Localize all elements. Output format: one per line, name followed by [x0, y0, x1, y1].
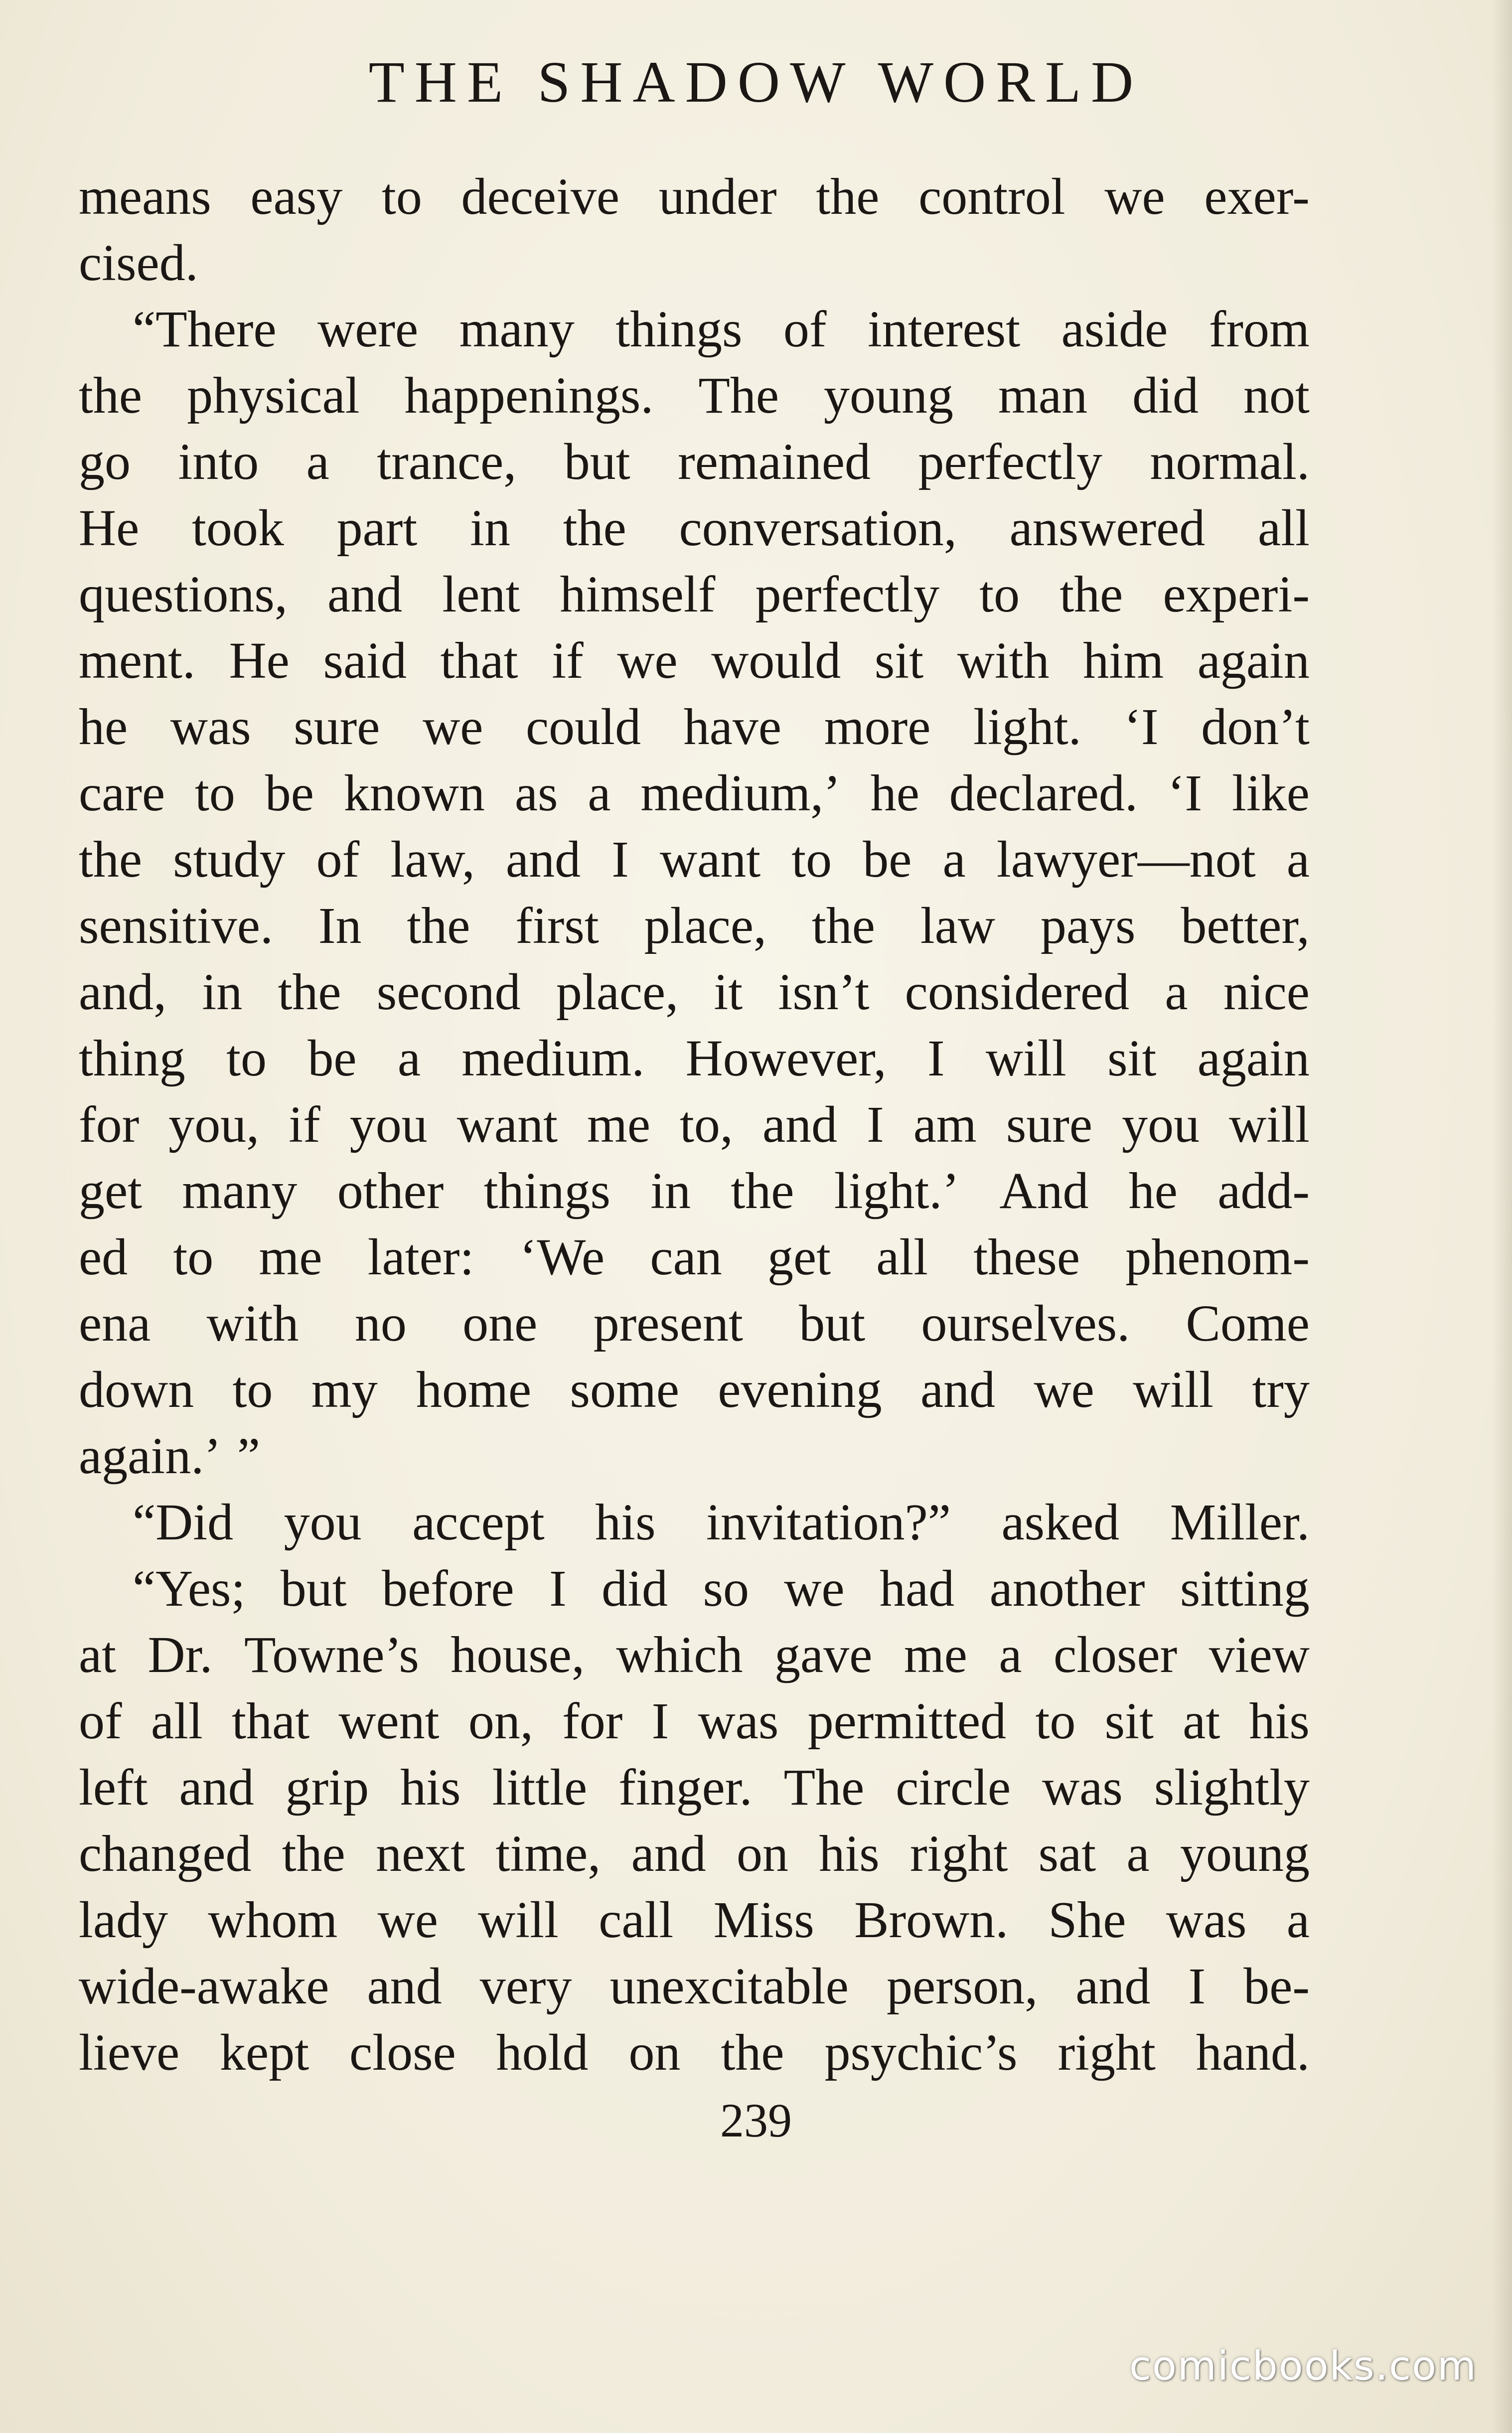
word: be — [307, 1030, 357, 1087]
word: these — [973, 1228, 1080, 1286]
text-line — [79, 2019, 1310, 2086]
word: more — [824, 698, 931, 756]
word: exer- — [1204, 168, 1310, 225]
word: on — [737, 1825, 789, 1882]
word: and — [1075, 1958, 1151, 2015]
word: to — [195, 764, 235, 822]
word: ‘I — [1167, 764, 1203, 822]
word: hold — [496, 2024, 589, 2081]
word: light. — [973, 698, 1081, 756]
word: as — [514, 764, 558, 822]
word: I — [867, 1096, 884, 1153]
word: and — [367, 1958, 442, 2015]
word: am — [913, 1096, 977, 1153]
word: house, — [451, 1626, 585, 1683]
word: were — [317, 301, 419, 358]
word: study — [173, 831, 286, 888]
text-line — [79, 1423, 1310, 1489]
word: was — [1042, 1759, 1123, 1816]
text-line — [79, 1622, 1310, 1688]
word: can — [650, 1228, 722, 1286]
word: in — [202, 963, 243, 1021]
word: lady — [79, 1891, 168, 1949]
word: he — [79, 698, 128, 756]
word: to — [791, 831, 832, 888]
word: try — [1252, 1361, 1310, 1418]
word: no — [354, 1295, 407, 1352]
word: experi- — [1163, 566, 1310, 623]
word: ed — [79, 1228, 128, 1286]
word: you, — [168, 1096, 260, 1153]
word: law — [920, 897, 995, 954]
word: ment. — [79, 632, 195, 689]
word: his — [819, 1825, 880, 1882]
word: I — [1188, 1958, 1206, 2015]
text-line — [79, 1821, 1310, 1887]
word: I — [549, 1560, 567, 1617]
word: all — [1258, 499, 1310, 557]
word: went — [338, 1692, 440, 1750]
word: left — [79, 1759, 148, 1816]
text-line — [79, 1158, 1310, 1224]
word: sit — [1104, 1692, 1154, 1750]
word: you — [349, 1096, 428, 1153]
word: and — [920, 1361, 996, 1418]
word: we — [1104, 168, 1165, 225]
word: like — [1231, 764, 1310, 822]
word: we — [423, 698, 483, 756]
word: again — [1197, 632, 1310, 689]
word: a — [397, 1030, 421, 1087]
word: He — [229, 632, 290, 689]
word: ” — [237, 1427, 261, 1485]
word: ourselves. — [921, 1295, 1130, 1352]
word: that — [440, 632, 518, 689]
word: want — [456, 1096, 558, 1153]
word: However, — [685, 1030, 887, 1087]
text-line — [79, 1555, 1310, 1622]
word: a — [942, 831, 966, 888]
word: considered — [905, 963, 1130, 1021]
word: sit — [1107, 1030, 1157, 1087]
word: the — [731, 1162, 794, 1219]
word: wide-awake — [79, 1958, 329, 2015]
word: want — [659, 831, 761, 888]
word: had — [880, 1560, 955, 1617]
word: home — [416, 1361, 532, 1418]
word: my — [311, 1361, 378, 1418]
word: cised. — [79, 234, 198, 292]
word: grip — [285, 1759, 369, 1816]
word: “Yes; — [133, 1560, 246, 1617]
word: was — [698, 1692, 779, 1750]
word: part — [336, 499, 418, 557]
word: he — [1128, 1162, 1178, 1219]
text-line — [79, 1357, 1310, 1423]
word: but — [799, 1295, 866, 1352]
word: the — [282, 1825, 345, 1882]
word: the — [1059, 566, 1123, 623]
word: law, — [390, 831, 475, 888]
word: in — [650, 1162, 691, 1219]
word: ‘We — [519, 1228, 605, 1286]
word: the — [721, 2024, 784, 2081]
page-number: 239 — [720, 2094, 792, 2147]
word: right — [909, 1825, 1008, 1882]
word: second — [376, 963, 521, 1021]
word: phenom- — [1125, 1228, 1310, 1286]
text-line — [79, 1887, 1310, 1953]
word: aside — [1061, 301, 1168, 358]
word: He — [79, 499, 140, 557]
word: will — [1229, 1096, 1310, 1153]
word: invitation?” — [706, 1494, 951, 1551]
word: we — [617, 632, 678, 689]
word: to — [173, 1228, 214, 1286]
page-edge-shadow — [1492, 0, 1512, 2433]
word: to — [381, 168, 422, 225]
word: many — [182, 1162, 298, 1219]
word: with — [957, 632, 1050, 689]
word: before — [382, 1560, 514, 1617]
word: him — [1083, 632, 1164, 689]
word: known — [343, 764, 485, 822]
word: with — [206, 1295, 299, 1352]
word: of — [783, 301, 827, 358]
word: will — [985, 1030, 1066, 1087]
word: and — [327, 566, 403, 623]
word: control — [918, 168, 1065, 225]
word: on, — [468, 1692, 533, 1750]
word: circle — [896, 1759, 1011, 1816]
text-line — [79, 826, 1310, 893]
word: to — [232, 1361, 273, 1418]
word: place, — [556, 963, 679, 1021]
word: me — [904, 1626, 967, 1683]
word: sensitive. — [79, 897, 273, 954]
text-line — [79, 163, 1310, 230]
word: later: — [367, 1228, 474, 1286]
word: The — [783, 1759, 865, 1816]
word: you — [1122, 1096, 1200, 1153]
word: very — [479, 1958, 572, 2015]
word: changed — [79, 1825, 252, 1882]
word: ena — [79, 1295, 151, 1352]
word: medium. — [461, 1030, 645, 1087]
word: interest — [868, 301, 1021, 358]
word: not — [1243, 367, 1310, 424]
word: all — [876, 1228, 928, 1286]
word: many — [459, 301, 575, 358]
word: all — [151, 1692, 203, 1750]
word: at — [79, 1626, 117, 1683]
text-line — [79, 362, 1310, 429]
word: his — [400, 1759, 461, 1816]
body-text — [79, 163, 1310, 2086]
word: other — [337, 1162, 444, 1219]
word: again.’ — [79, 1427, 221, 1485]
word: Towne’s — [244, 1626, 419, 1683]
word: perfectly — [755, 566, 940, 623]
word: in — [470, 499, 510, 557]
word: did — [602, 1560, 668, 1617]
word: get — [79, 1162, 143, 1219]
word: The — [698, 367, 779, 424]
word: which — [616, 1626, 743, 1683]
word: psychic’s — [824, 2024, 1018, 2081]
word: medium,’ — [640, 764, 841, 822]
word: nice — [1223, 963, 1310, 1021]
word: close — [349, 2024, 456, 2081]
word: did — [1132, 367, 1199, 424]
word: time, — [495, 1825, 601, 1882]
word: said — [323, 632, 407, 689]
word: Brown. — [854, 1891, 1009, 1949]
word: to — [226, 1030, 267, 1087]
word: asked — [1001, 1494, 1120, 1551]
word: present — [593, 1295, 743, 1352]
word: it — [714, 963, 743, 1021]
word: evening — [718, 1361, 882, 1418]
word: his — [1249, 1692, 1310, 1750]
word: and — [179, 1759, 254, 1816]
word: person, — [886, 1958, 1038, 2015]
word: a — [1286, 1891, 1310, 1949]
word: go — [79, 433, 131, 490]
text-line — [79, 1489, 1310, 1555]
word: a — [999, 1626, 1022, 1683]
word: we — [377, 1891, 438, 1949]
word: and — [505, 831, 581, 888]
text-line — [79, 627, 1310, 694]
word: finger. — [618, 1759, 753, 1816]
word: “Did — [133, 1494, 234, 1551]
word: for — [79, 1096, 140, 1153]
text-line — [79, 1290, 1310, 1357]
word: to — [1035, 1692, 1076, 1750]
word: young — [1180, 1825, 1310, 1882]
word: trance, — [377, 433, 517, 490]
word: ‘I — [1124, 698, 1159, 756]
word: and — [762, 1096, 838, 1153]
text-line — [79, 296, 1310, 362]
text-line — [79, 429, 1310, 495]
word: whom — [208, 1891, 338, 1949]
word: accept — [412, 1494, 545, 1551]
word: And — [999, 1162, 1089, 1219]
word: under — [658, 168, 777, 225]
word: was — [1166, 1891, 1247, 1949]
word: kept — [220, 2024, 309, 2081]
word: a — [588, 764, 611, 822]
word: to — [979, 566, 1020, 623]
word: normal. — [1150, 433, 1310, 490]
word: could — [526, 698, 641, 756]
word: we — [784, 1560, 845, 1617]
word: have — [683, 698, 782, 756]
word: things — [615, 301, 743, 358]
word: so — [703, 1560, 749, 1617]
word: be — [863, 831, 912, 888]
text-line — [79, 893, 1310, 959]
word: means — [79, 168, 211, 225]
word: the — [79, 831, 143, 888]
word: place, — [644, 897, 766, 954]
word: me — [587, 1096, 651, 1153]
word: hand. — [1196, 2024, 1310, 2081]
word: get — [767, 1228, 831, 1286]
word: will — [1133, 1361, 1213, 1418]
word: closer — [1053, 1626, 1178, 1683]
word: answered — [1009, 499, 1206, 557]
word: another — [989, 1560, 1145, 1617]
word: some — [570, 1361, 680, 1418]
word: the — [816, 168, 880, 225]
word: me — [259, 1228, 322, 1286]
word: young — [824, 367, 954, 424]
text-line — [79, 1224, 1310, 1290]
word: Come — [1186, 1295, 1310, 1352]
text-line — [79, 694, 1310, 760]
word: remained — [678, 433, 871, 490]
word: unexcitable — [609, 1958, 849, 2015]
word: the — [278, 963, 341, 1021]
word: lawyer—not — [996, 831, 1256, 888]
word: slightly — [1154, 1759, 1310, 1816]
text-line — [79, 760, 1310, 826]
word: easy — [250, 168, 343, 225]
word: call — [599, 1891, 674, 1949]
word: again — [1197, 1030, 1310, 1087]
word: of — [316, 831, 360, 888]
word: care — [79, 764, 165, 822]
word: his — [595, 1494, 656, 1551]
word: and — [631, 1825, 706, 1882]
word: isn’t — [778, 963, 870, 1021]
word: deceive — [461, 168, 620, 225]
word: gave — [774, 1626, 873, 1683]
word: lent — [442, 566, 520, 623]
word: if — [289, 1096, 320, 1153]
word: and, — [79, 963, 167, 1021]
word: we — [1034, 1361, 1094, 1418]
word: Miss — [713, 1891, 814, 1949]
word: pays — [1040, 897, 1136, 954]
running-head: THE SHADOW WORLD — [368, 49, 1144, 115]
word: on — [628, 2024, 681, 2081]
word: be — [265, 764, 314, 822]
word: In — [318, 897, 362, 954]
word: add- — [1217, 1162, 1310, 1219]
word: a — [1126, 1825, 1150, 1882]
word: of — [79, 1692, 122, 1750]
word: I — [927, 1030, 945, 1087]
word: a — [1286, 831, 1310, 888]
word: She — [1048, 1891, 1126, 1949]
word: the — [811, 897, 875, 954]
text-line — [79, 1688, 1310, 1754]
word: sure — [1006, 1096, 1093, 1153]
word: sat — [1038, 1825, 1096, 1882]
word: view — [1209, 1626, 1310, 1683]
word: don’t — [1201, 698, 1310, 756]
text-line — [79, 230, 1310, 296]
word: but — [280, 1560, 347, 1617]
watermark: comicbooks.com — [1129, 2343, 1477, 2389]
word: perfectly — [918, 433, 1102, 490]
word: next — [376, 1825, 465, 1882]
word: from — [1209, 301, 1310, 358]
word: light.’ — [834, 1162, 960, 1219]
word: Dr. — [148, 1626, 213, 1683]
word: for — [562, 1692, 623, 1750]
text-line — [79, 1025, 1310, 1091]
word: declared. — [949, 764, 1138, 822]
word: first — [515, 897, 599, 954]
word: sure — [294, 698, 380, 756]
word: Miller. — [1170, 1494, 1310, 1551]
word: sitting — [1180, 1560, 1310, 1617]
word: if — [552, 632, 584, 689]
word: right — [1058, 2024, 1156, 2081]
word: himself — [560, 566, 716, 623]
word: down — [79, 1361, 194, 1418]
word: happenings. — [404, 367, 654, 424]
word: permitted — [807, 1692, 1007, 1750]
word: into — [178, 433, 259, 490]
word: I — [611, 831, 629, 888]
word: the — [79, 367, 143, 424]
word: the — [563, 499, 626, 557]
text-line — [79, 1754, 1310, 1821]
text-line — [79, 495, 1310, 561]
word: things — [483, 1162, 610, 1219]
word: a — [1165, 963, 1188, 1021]
word: the — [407, 897, 470, 954]
word: took — [192, 499, 284, 557]
word: questions, — [79, 566, 288, 623]
word: lieve — [79, 2024, 180, 2081]
word: sit — [874, 632, 924, 689]
word: thing — [79, 1030, 185, 1087]
word: conversation, — [679, 499, 957, 557]
word: I — [651, 1692, 669, 1750]
word: would — [711, 632, 841, 689]
text-line — [79, 1953, 1310, 2019]
word: to, — [680, 1096, 733, 1153]
word: at — [1183, 1692, 1220, 1750]
word: man — [998, 367, 1088, 424]
word: one — [462, 1295, 538, 1352]
word: physical — [187, 367, 360, 424]
word: that — [232, 1692, 310, 1750]
text-line — [79, 1091, 1310, 1158]
word: “There — [133, 301, 277, 358]
word: but — [564, 433, 630, 490]
word: he — [870, 764, 919, 822]
word: you — [284, 1494, 362, 1551]
word: a — [306, 433, 329, 490]
word: little — [492, 1759, 588, 1816]
word: was — [170, 698, 251, 756]
word: be- — [1243, 1958, 1310, 2015]
text-line — [79, 561, 1310, 627]
word: better, — [1181, 897, 1310, 954]
word: will — [478, 1891, 559, 1949]
text-line — [79, 959, 1310, 1025]
